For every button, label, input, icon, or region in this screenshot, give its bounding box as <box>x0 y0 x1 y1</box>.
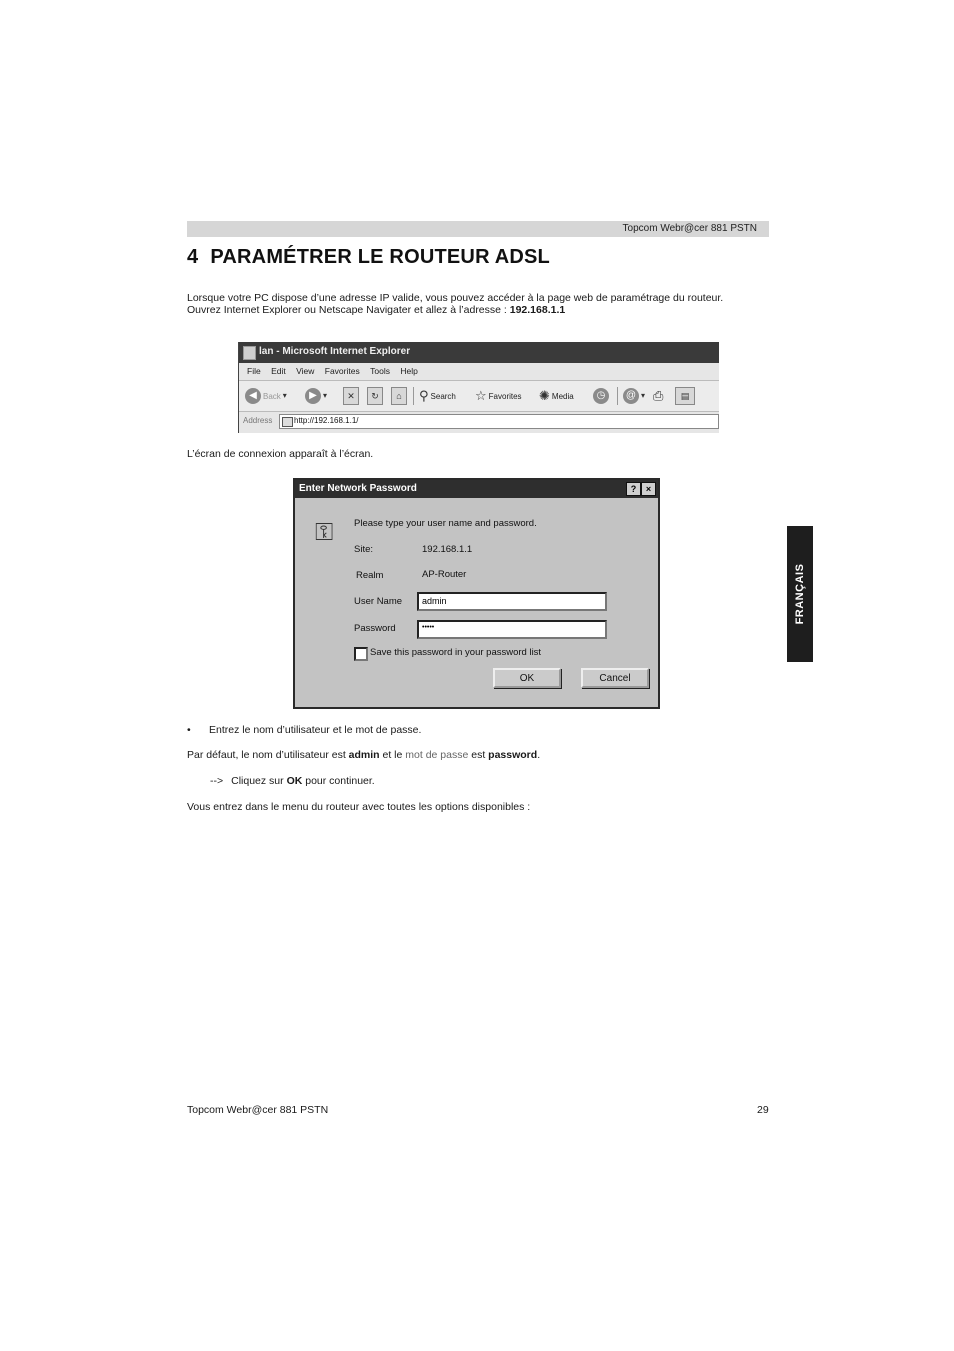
ie-window-icon <box>243 346 256 360</box>
refresh-button[interactable] <box>367 386 383 406</box>
default-username: admin <box>348 749 380 761</box>
save-password-label: Save this password in your password list <box>370 647 542 658</box>
browser-screenshot <box>238 342 719 433</box>
password-input[interactable]: ••••• <box>417 620 607 639</box>
language-side-tab <box>787 526 813 662</box>
home-icon: ⌂ <box>391 387 407 405</box>
menu-tools[interactable]: Tools <box>370 366 390 376</box>
back-dropdown-icon: ▾ <box>282 391 287 400</box>
stop-icon: ✕ <box>343 387 359 405</box>
site-label: Site: <box>354 544 374 555</box>
header-bar <box>187 221 769 237</box>
mail-icon: @ <box>623 388 639 404</box>
realm-label: Realm <box>356 570 384 581</box>
page-number: 29 <box>757 1104 769 1116</box>
browser-window-title: lan - Microsoft Internet Explorer <box>259 346 411 357</box>
media-button[interactable] <box>539 386 574 406</box>
site-value: 192.168.1.1 <box>422 544 473 555</box>
step-ok: OK <box>286 775 303 787</box>
refresh-icon: ↻ <box>367 387 383 405</box>
forward-button[interactable] <box>305 386 327 406</box>
search-button[interactable] <box>419 386 456 406</box>
menu-file[interactable]: File <box>247 366 261 376</box>
print-icon: ⎙ <box>653 388 664 403</box>
toolbar-separator <box>617 387 618 405</box>
save-password-checkbox[interactable] <box>354 647 368 661</box>
defaults-text-2: et le <box>379 749 406 761</box>
menu-edit[interactable]: Edit <box>271 366 286 376</box>
back-button[interactable] <box>245 386 287 406</box>
defaults-paragraph <box>187 749 540 761</box>
network-password-dialog <box>293 478 660 709</box>
intro-paragraph <box>187 292 787 316</box>
mail-dropdown-icon: ▾ <box>641 391 646 400</box>
browser-toolbar <box>239 380 719 412</box>
address-value: http://192.168.1.1/ <box>294 416 359 425</box>
footer-product: Topcom Webr@cer 881 PSTN <box>187 1104 329 1116</box>
address-input[interactable] <box>279 414 719 429</box>
realm-value: AP-Router <box>422 569 467 580</box>
dialog-title-bar <box>295 480 658 498</box>
menu-favorites[interactable]: Favorites <box>324 366 360 376</box>
intro-line-2 <box>187 304 787 316</box>
help-button[interactable]: ? <box>626 482 641 496</box>
edit-icon: ▤ <box>675 387 695 405</box>
print-button[interactable] <box>653 386 663 406</box>
address-bar <box>239 412 719 430</box>
back-arrow-icon: ◀ <box>245 388 261 404</box>
step-text-2: pour continuer. <box>302 775 375 787</box>
search-label: Search <box>430 391 456 401</box>
favorites-button[interactable] <box>475 386 522 406</box>
default-password: password <box>488 749 538 761</box>
password-label: Password <box>354 623 396 634</box>
header-product: Topcom Webr@cer 881 PSTN <box>622 223 757 234</box>
stop-button[interactable] <box>343 386 359 406</box>
defaults-text-3: est <box>468 749 489 761</box>
history-icon: ◷ <box>593 388 609 404</box>
browser-menu-bar <box>239 364 719 378</box>
browser-title-bar <box>239 342 719 363</box>
address-label: Address <box>243 416 273 425</box>
menu-help[interactable]: Help <box>400 366 418 376</box>
intro-line-1: Lorsque votre PC dispose d’une adresse IP valide, vous pouvez accéder à la page web de paramétrage du routeur. <box>187 292 724 304</box>
favorites-label: Favorites <box>488 391 522 401</box>
key-icon: ⚿ <box>315 519 334 546</box>
edit-button[interactable] <box>675 386 695 406</box>
history-button[interactable] <box>593 386 609 406</box>
home-button[interactable] <box>391 386 407 406</box>
ok-button[interactable]: OK <box>493 668 561 688</box>
username-label: User Name <box>354 596 403 607</box>
section-title <box>187 246 550 269</box>
dialog-title: Enter Network Password <box>299 483 417 494</box>
media-icon: ✺ <box>539 388 550 403</box>
back-label: Back <box>263 391 281 401</box>
favorites-star-icon: ☆ <box>475 388 487 403</box>
toolbar-separator <box>413 387 414 405</box>
section-number: 4 <box>187 246 199 268</box>
step-instruction <box>210 775 375 787</box>
close-button[interactable]: × <box>641 482 656 496</box>
mail-button[interactable] <box>623 386 645 406</box>
step-arrow: --> <box>210 775 224 787</box>
dialog-prompt: Please type your user name and password. <box>354 518 537 529</box>
intro-address: 192.168.1.1 <box>509 304 566 316</box>
menu-view[interactable]: View <box>296 366 315 376</box>
language-label: FRANÇAIS <box>794 563 806 625</box>
defaults-mot-de-passe: mot de passe <box>405 749 469 761</box>
media-label: Media <box>551 391 574 401</box>
cancel-button[interactable]: Cancel <box>581 668 649 688</box>
step-text-1: Cliquez sur <box>231 775 287 787</box>
bullet-item <box>187 724 422 736</box>
defaults-text-1: Par défaut, le nom d’utilisateur est <box>187 749 349 761</box>
section-title-text: PARAMÉTRER LE ROUTEUR ADSL <box>210 246 550 268</box>
outro-paragraph: Vous entrez dans le menu du routeur avec toutes les options disponibles : <box>187 801 531 813</box>
bullet-mark: • <box>187 724 191 736</box>
forward-dropdown-icon: ▾ <box>323 391 328 400</box>
forward-arrow-icon: ▶ <box>305 388 321 404</box>
search-icon: ⚲ <box>419 388 429 403</box>
defaults-text-4: . <box>537 749 541 761</box>
username-input[interactable]: admin <box>417 592 607 611</box>
page-icon <box>282 417 293 427</box>
bullet-text: Entrez le nom d’utilisateur et le mot de passe. <box>209 724 422 736</box>
login-caption: L’écran de connexion apparaît à l’écran. <box>187 448 374 460</box>
intro-line-2-text: Ouvrez Internet Explorer ou Netscape Navigater et allez à l’adresse : <box>187 304 510 316</box>
